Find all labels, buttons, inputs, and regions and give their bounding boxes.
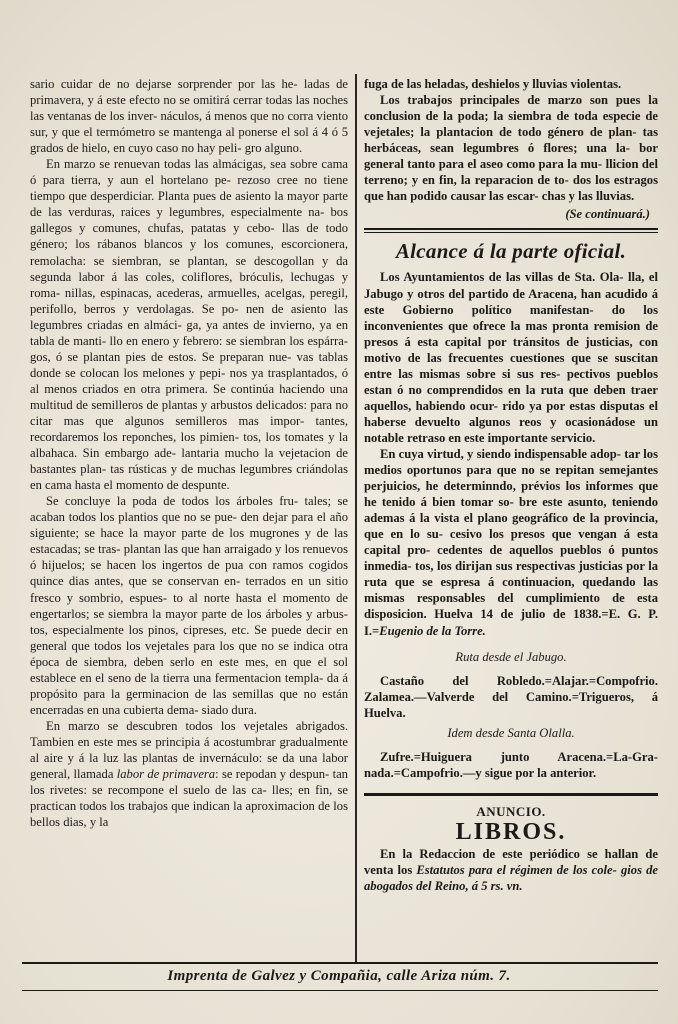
left-paragraph-3-italic: labor de primavera [116, 767, 216, 782]
route1-title: Ruta desde el Jabugo. [455, 649, 567, 664]
left-paragraph-2: Se concluye la poda de todos los árboles fru- tales; se acaban todos los plantios que no se pue- den dejar para el año siguiente; se hace la mayor parte de los mugrones y de las estacadas; se tras- plantan las que han arraigado y los renuevos ó hijuelos; se hacen los ingertos de pua con ramos cogidos quince dias antes, que se conservan en- terrados en un sitio fresco y sombrio, espues- to al norte hasta el momento de engertarlos; se siembra la mayor parte de los árboles y arbus- tos, especialmente los pinos, cipreses, etc. Se puede decir en general que todos los vejetales para los que no se indica otra época de siembra, deben serlo en este mes, en que el sol establece en el seno de la tierra una fermentacion templa- da á propósito para la germinacion de las semillas que no están encerradas en una cubierta dema- siado dura. [30, 494, 348, 717]
libros-text-italic: Estatutos para el régimen de los cole- gios de abogados del Reino, á 5 rs. vn. [364, 863, 658, 894]
signature-name: Eugenio de la Torre. [379, 623, 486, 638]
official-paragraph-0: Los Ayuntamientos de las villas de Sta. Ola- lla, el Jabugo y otros del partido de Aracena, han acudido á este Gobierno político manifestan- do los inconvenientes que ofrece la mas pronta remision de presos á esta capital por tránsitos de justicias, con motivo de las frecuentes cuestiones que se suscitan entre las mismas sobre si sus res- pectivos pueblos estan ó no comprendidos en la ruta que deben traer aquellos, habiendo ocur- rido ya por estas disputas el haberse devuelto algunos reos y ocasionádose un notable retraso en este importante servicio. [364, 270, 658, 445]
right-continuation-0: fuga de las heladas, deshielos y lluvias violentas. [364, 77, 622, 91]
imprint-line: Imprenta de Galvez y Compañia, calle Ariza núm. 7. [167, 968, 511, 984]
left-paragraph-3-after: : se repodan y despun- tan los rivetes: se recompone el suelo de las ca- lles; en fin, se practican todos los trabajos que indican la aproximacion de los bellos dias, y la [30, 767, 348, 830]
official-paragraph-1-text: En cuya virtud, y siendo indispensable adop- tar los medios oportunos para que no se repitan semejantes perjuicios, he determinndo, prévios los informes que he tenido á bien tomar so- bre este asunto, teniendo ademas á la vista el plano geográfico de la provincia, que en lo su- cesivo los presos que vengan á esta capital pro- cedentes de aquellos pueblos ó puntos inmedia- tos, los dirijan sus respectivas justicias por la ruta que se espresa á continuacion, quedando las mismas responsables del cumplimiento de esta disposicion. Huelva 14 de julio de 1838.=E. G. P. I.= [364, 446, 658, 638]
anuncio-rule [364, 793, 658, 796]
right-continuation-1: Los trabajos principales de marzo son pues la conclusion de la poda; la siembra de toda especie de vejetales; la plantacion de todo género de plan- tas herbáceas, sean legumbres ó flores; una la- bor general tanto para el aseo como para la mu- llicion del terreno; y en fin, la reparacion de to- dos los estragos que han podido causar las escar- chas y las lluvias. [364, 93, 658, 204]
official-notice [364, 269, 658, 638]
libros-text-before: En la Redaccion de este periódico se hallan de venta los [364, 846, 658, 878]
column-divider [355, 74, 357, 964]
left-paragraph-3 [30, 718, 348, 830]
official-paragraph-1 [364, 446, 658, 639]
footer-rule-top [22, 962, 658, 964]
route2-title: Idem desde Santa Olalla. [447, 725, 575, 740]
anuncio-heading: ANUNCIO. [476, 803, 546, 819]
libros-text [364, 846, 658, 894]
continuara-note: (Se continuará.) [565, 207, 650, 222]
left-column [30, 76, 348, 830]
right-column [364, 76, 658, 894]
route2-body: Zufre.=Huiguera junto Aracena.=La-Gra- nada.=Campofrio.—y sigue por la anterior. [364, 749, 658, 780]
footer-rule-bottom [22, 990, 658, 991]
left-paragraph-3-before: En marzo se descubren todos los vejetales abrigados. Tambien en este mes se principia á acostumbrar gradualmente al aire y á la luz las plantas de invernáculo: se da una labor general, llamada [30, 718, 348, 782]
left-paragraph-0: sario cuidar de no dejarse sorprender por las he- ladas de primavera, y á este efecto no se omitirá cerrar todas las noches las ventanas de los inver- náculos, á menos que no corra viento sur, y que el termómetro se mantenga al ponerse el sol á 4 ó 5 grados de hielo, en cuyo caso no hay peli- gro alguno. [30, 77, 348, 156]
route1-body: Castaño del Robledo.=Alajar.=Compofrio. Zalamea.—Valverde del Camino.=Trigueros, á Huelva. [364, 673, 658, 720]
left-paragraph-1: En marzo se renuevan todas las almácigas, sea sobre cama ó para tierra, y aun el hortelano pe- rezoso cree no tiene tiempo que desperdiciar. Planta pues de asiento la mayor parte de las verduras, raices y legumbres, especialmente na- bos gallegos y comunes, chufas, patatas y cebo- llas de todo género; los rábanos blancos y los comunes, escorcionera, remolacha: se siembran, se plantan, se descogollan y da segunda labor á las coles, coliflores, bróculis, lechugas y roma- nillas, espinacas, acederas, armuelles, acelgas, peregil, perifollo, berros y verdolagas. Se po- nen de asiento las legumbres criadas en almáci- ga, ya antes de invierno, ya en tabla de manti- llo en enero y febrero: se siembran los espárra- gos, ó se plantan pies de estos. Se preparan nue- vas tablas donde se colocan los melones y pepi- nos ya trasplantados, ó al menos criados en otra primera. Se continúa haciendo una multitud de semilleros de plantas y arbustos delicados: para no citar mas que algunos semilleros mas impor- tantes, recordaremos los reponches, los pimien- tos, los tomates y la albahaca. Sin embargo ade- lantaria mucho la vejetacion de bastantes plan- tas rústicas y de muchas legumbres criándolas en cama hasta el momento de despunte. [30, 157, 348, 493]
libros-heading: LIBROS. [455, 818, 567, 845]
section-rule-top [364, 228, 658, 233]
section-title: Alcance á la parte oficial. [395, 239, 627, 264]
